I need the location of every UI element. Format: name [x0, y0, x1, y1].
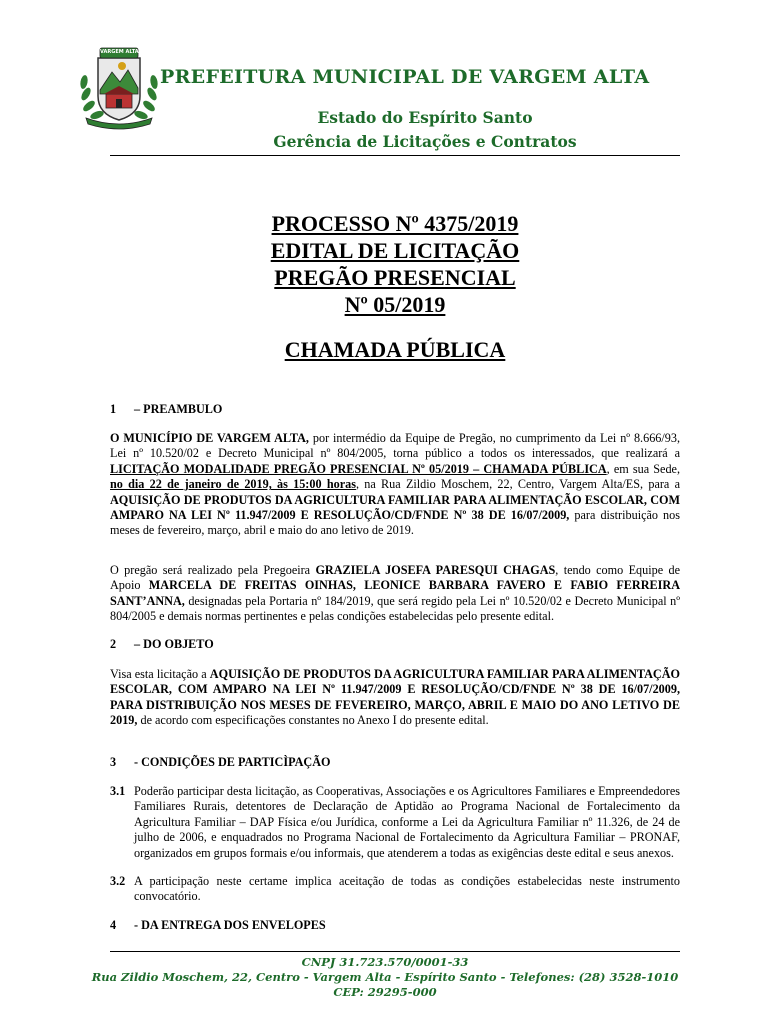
municipal-crest-logo: [76, 44, 162, 130]
section-3-number: 3: [110, 755, 117, 769]
item-number: 3.2: [110, 874, 126, 888]
licitacao-modalidade: LICITAÇÃO MODALIDADE PREGÃO PRESENCIAL Nº 05/2019 – CHAMADA PÚBLICA: [110, 461, 607, 476]
section-2-title: – DO OBJETO: [134, 637, 214, 651]
text: , tendo como Equipe de Apoio: [110, 563, 680, 593]
objeto-bold: AQUISIÇÃO DE PRODUTOS DA AGRICULTURA FAMILIAR PARA ALIMENTAÇÃO ESCOLAR, COM AMPARO NA LEI Nº 11.947/2009 E RESOLUÇÃO/CD/FNDE Nº 38 DE 16/07/2009,: [110, 492, 680, 523]
section-1-title: – PREAMBULO: [134, 402, 223, 416]
footer-address: Rua Zildio Moschem, 22, Centro - Vargem Alta - Espírito Santo - Telefones: (28) 3528-1010: [91, 970, 679, 984]
header-title: PREFEITURA MUNICIPAL DE VARGEM ALTA: [160, 66, 650, 88]
municipio-name: O MUNICÍPIO DE VARGEM ALTA,: [110, 431, 309, 445]
section-4-number: 4: [110, 918, 117, 932]
section-3-heading: [110, 755, 331, 770]
footer-cnpj: CNPJ 31.723.570/0001-33: [301, 955, 469, 969]
section-2-paragraph: [110, 667, 680, 729]
section-4-heading: [110, 918, 326, 933]
item-text: A participação neste certame implica aceitação de todas as condições estabelecidas neste instrumento convocatório.: [134, 874, 680, 904]
section-1-number: 1: [110, 402, 117, 416]
document-titles: [110, 210, 680, 318]
pregoeira-name: GRAZIELA JOSEFA PARESQUI CHAGAS: [315, 563, 556, 577]
section-2-heading: [110, 637, 214, 652]
chamada-publica-text: CHAMADA PÚBLICA: [284, 337, 506, 362]
item-number: 3.1: [110, 784, 126, 798]
title-pregao: PREGÃO PRESENCIAL: [274, 265, 516, 290]
crest-banner-text: VARGEM ALTA: [100, 49, 139, 55]
session-date: no dia 22 de janeiro de 2019, às 15:00 horas: [110, 477, 356, 492]
list-item: [110, 784, 680, 861]
title-processo: PROCESSO Nº 4375/2019: [271, 211, 519, 236]
chamada-publica-title: [110, 337, 680, 363]
header-divider: [110, 155, 680, 156]
item-text: Poderão participar desta licitação, as Cooperativas, Associações e os Agricultores Familiares e Empreendedores Familiares Rurais, detentores de Declaração de Aptidão ao Programa Nacional de Fortalecimento da Agricultura Familiar – DAP Física e/ou Jurídica, conforme a Lei da Agricultura Familiar nº 11.326, de 24 de julho de 2006, e enquadrados no Programa Nacional de Fortalecimento da Agricultura Familiar – PRONAF, organizados em grupos formais e/ou informais, que atenderem a todas as exigências deste edital e seus anexos.: [134, 784, 680, 860]
text: por intermédio da Equipe de Pregão, no cumprimento da Lei nº 8.666/93, Lei nº 10.520/02 e Decreto Municipal nº 804/2005, torna público a todos os interessados, que realizará a: [110, 431, 680, 461]
section-4-title: - DA ENTREGA DOS ENVELOPES: [134, 918, 326, 932]
header-state: Estado do Espírito Santo: [317, 108, 533, 127]
list-item: [110, 874, 680, 905]
title-numero: Nº 05/2019: [344, 292, 446, 317]
title-edital: EDITAL DE LICITAÇÃO: [270, 238, 520, 263]
footer-cep: CEP: 29295-000: [333, 985, 437, 999]
section-1-heading: [110, 402, 222, 417]
text: , em sua Sede,: [606, 461, 681, 476]
equipe-apoio-names: MARCELA DE FREITAS OINHAS, LEONICE BARBARA FAVERO E FABIO FERREIRA SANT’ANNA,: [110, 578, 680, 608]
text: de acordo com especificações constantes no Anexo I do presente edital.: [137, 713, 489, 728]
section-2-number: 2: [110, 637, 117, 651]
text: , na Rua Zildio Moschem, 22, Centro, Vargem Alta/ES, para a: [355, 477, 681, 492]
footer-divider: [110, 951, 680, 952]
objeto-bold: AQUISIÇÃO DE PRODUTOS DA AGRICULTURA FAMILIAR PARA ALIMENTAÇÃO ESCOLAR, COM AMPARO NA LEI Nº 11.947/2009 E RESOLUÇÃO/CD/FNDE Nº 38 DE 16/07/2009, PARA DISTRIBUIÇÃO NOS MESES DE FEVEREIRO, MARÇO, ABRIL E MAIO DO ANO LETIVO DE 2019,: [110, 667, 680, 728]
text: para distribuição nos meses de fevereiro, março, abril e maio do ano letivo de 2019.: [110, 508, 680, 538]
text: designadas pela Portaria nº 184/2019, que será regido pela Lei nº 10.520/02 e Decreto Municipal nº 804/2005 e demais normas pertinentes e pelas condições estabelecidas pelo presente edital.: [110, 593, 680, 624]
section-1-paragraph-2: [110, 563, 680, 625]
text: Visa esta licitação a: [110, 667, 210, 681]
section-3-title: - CONDIÇÕES DE PARTICÌPAÇÃO: [134, 755, 331, 769]
section-1-paragraph-1: [110, 431, 680, 539]
header-department: Gerência de Licitações e Contratos: [273, 132, 577, 151]
text: O pregão será realizado pela Pregoeira: [110, 563, 316, 577]
